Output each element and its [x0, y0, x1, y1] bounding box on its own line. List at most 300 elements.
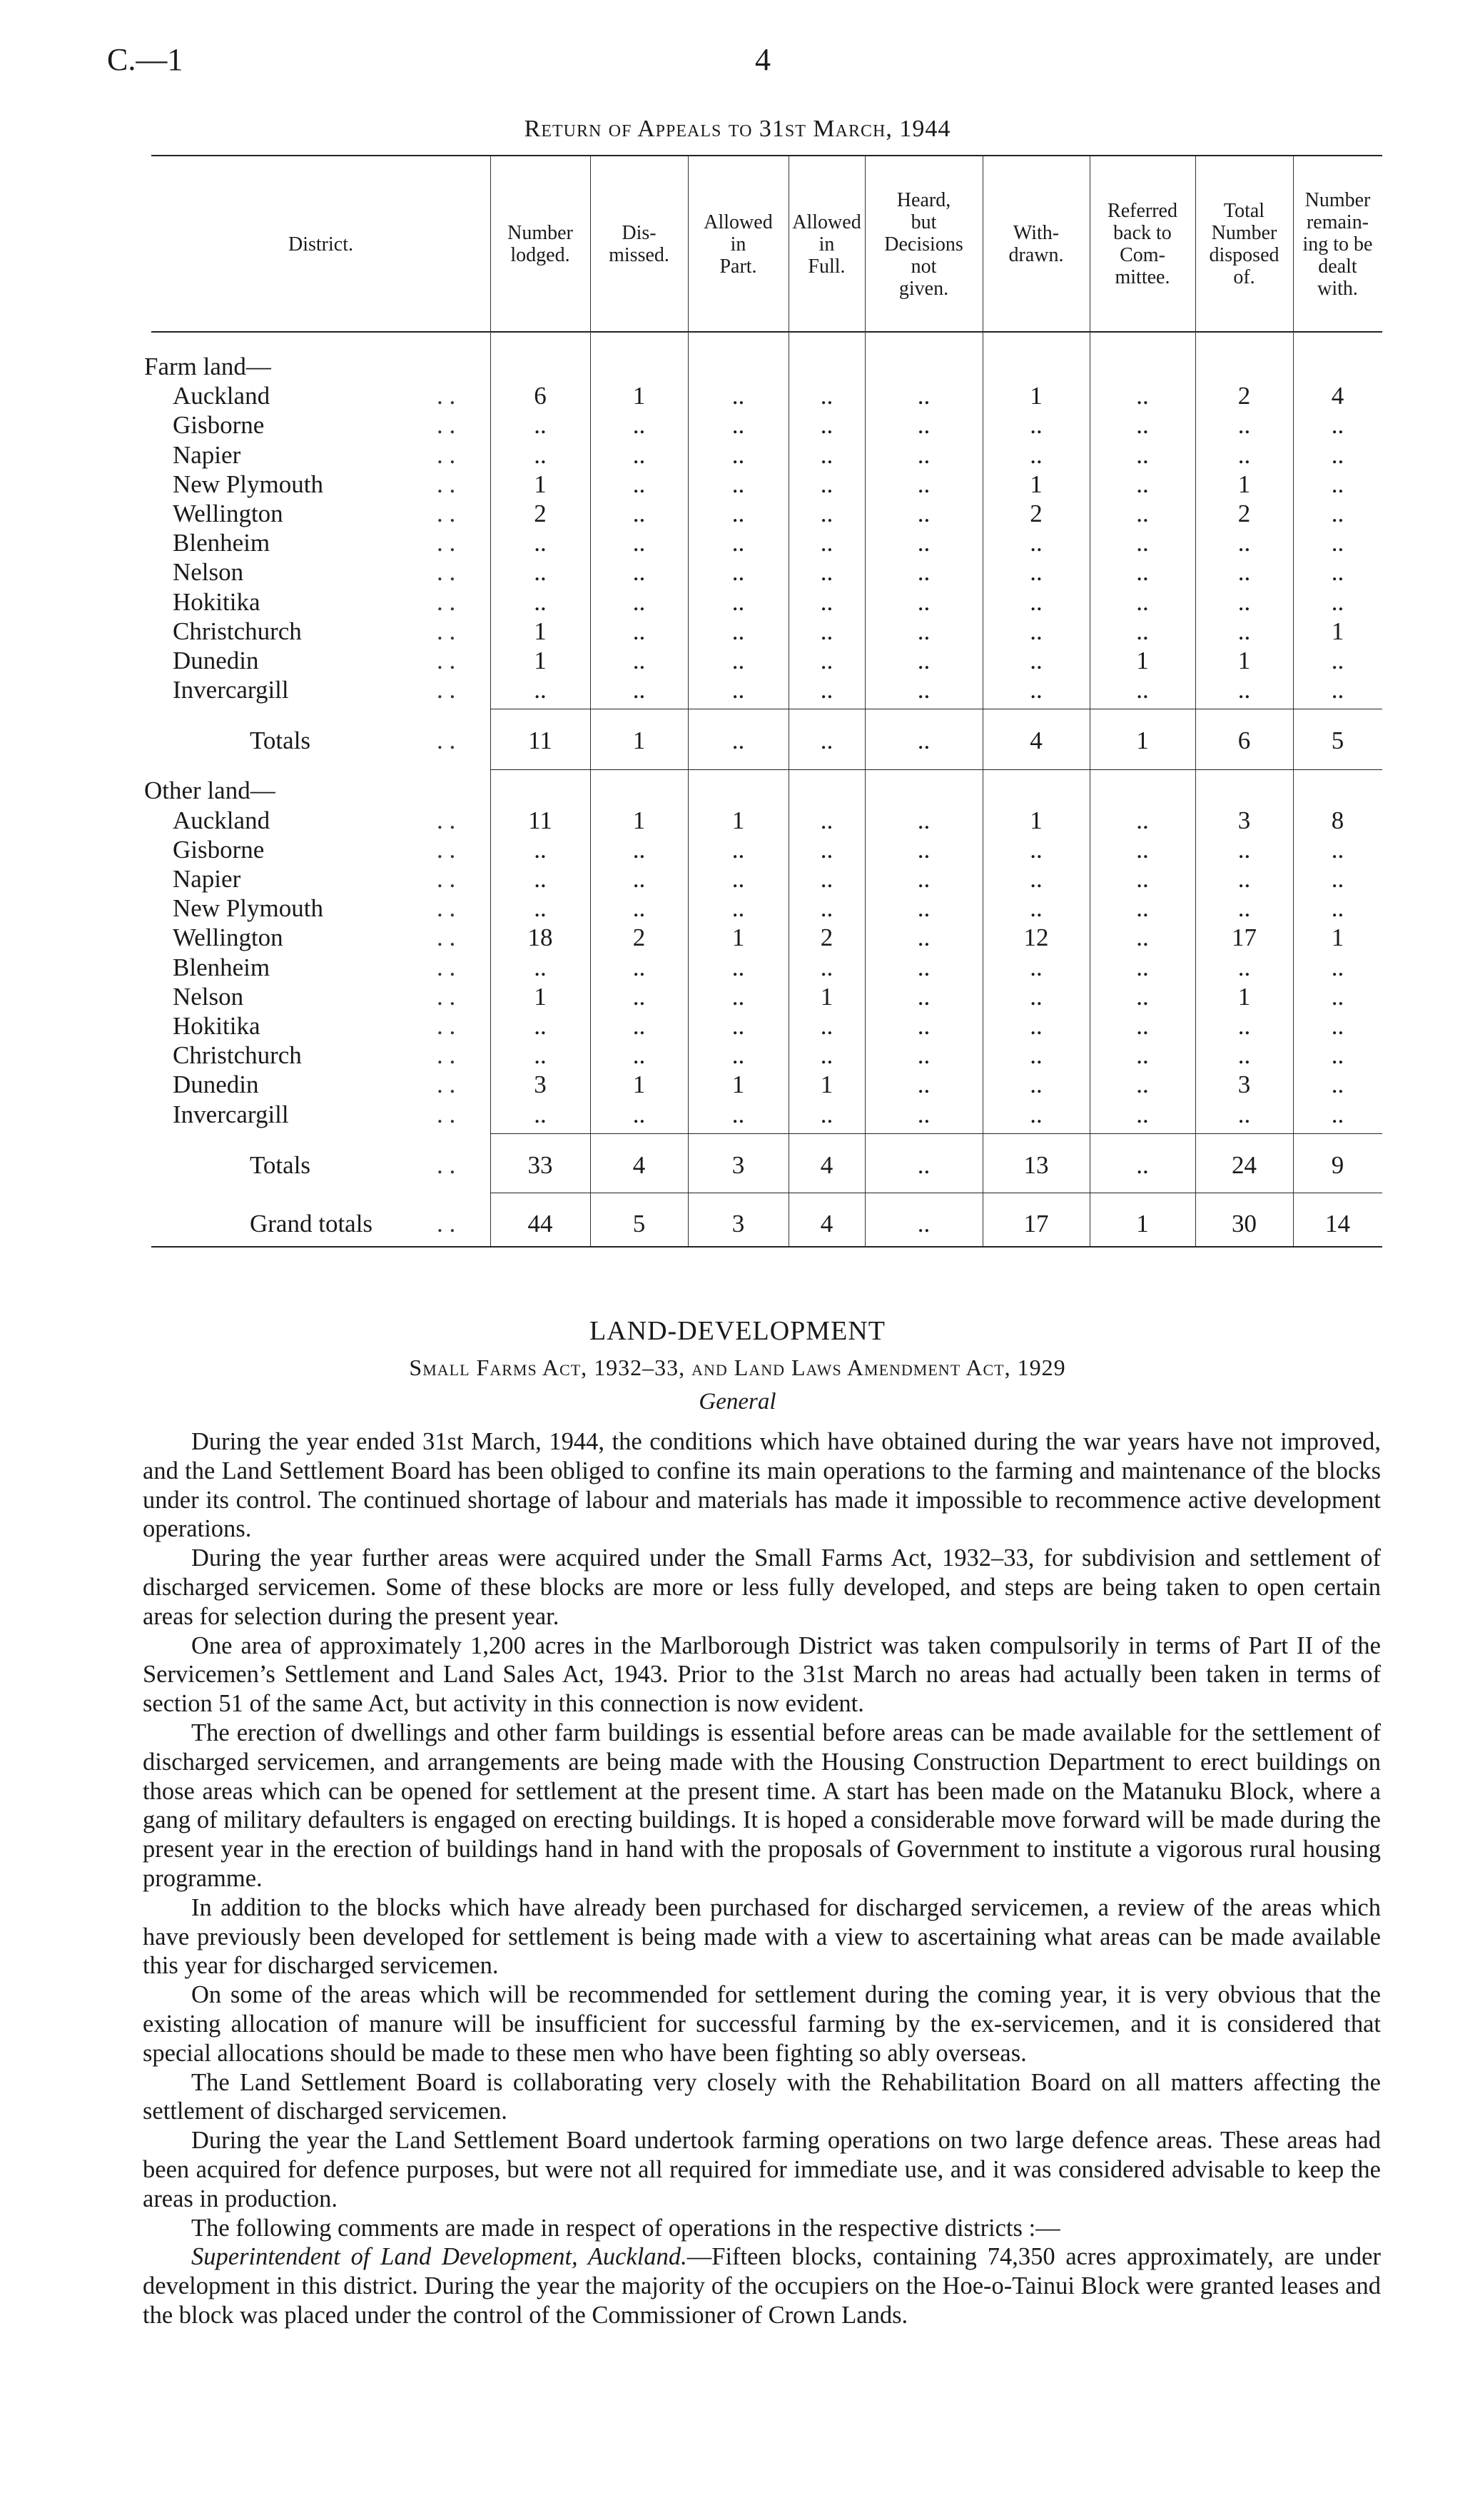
table-cell: .. — [534, 440, 547, 469]
leader-dots: . . — [437, 835, 456, 864]
column-header-line: Allowed — [704, 211, 773, 233]
table-row — [151, 647, 1382, 676]
table-cell: .. — [1136, 1071, 1149, 1099]
column-header-line: in — [818, 233, 835, 255]
table-cell: .. — [534, 529, 547, 557]
column-header-line: Allowed — [792, 211, 861, 233]
body-paragraph: On some of the areas which will be recommended for settlement during the coming year, it is very obvious that the existing allocation of manure will be insufficient for successful farming by the ex-servicemen, and it is considered that special allocations should be made to these men who have been fighting so ably overseas. — [143, 1981, 1381, 2067]
leader-dots: . . — [437, 1100, 456, 1128]
table-cell: 2 — [632, 924, 646, 952]
table-cell: .. — [917, 617, 931, 645]
table-title: Return of Appeals to 31st March, 1944 — [524, 116, 951, 142]
table-row — [151, 411, 1382, 440]
leader-dots: . . — [437, 1012, 456, 1040]
column-header — [151, 233, 490, 255]
leader-dots: . . — [437, 470, 456, 498]
table-cell: 2 — [1030, 500, 1043, 527]
table-cell: 11 — [528, 806, 552, 834]
group-heading: Farm land— — [144, 353, 271, 380]
table-row — [151, 1071, 1382, 1100]
table-cell: .. — [731, 617, 745, 645]
table-cell: .. — [534, 865, 547, 893]
body-paragraph: During the year the Land Settlement Board undertook farming operations on two large defence areas. These areas had been acquired for defence purposes, but were not all required for immediate use, and it was considered advisable to keep the areas in production. — [143, 2127, 1381, 2212]
table-cell: .. — [731, 676, 745, 704]
table-cell: .. — [731, 647, 745, 674]
table-cell: .. — [1237, 558, 1251, 587]
table-row — [151, 1210, 1382, 1239]
table-cell: .. — [820, 865, 833, 893]
row-label: Auckland — [173, 382, 270, 410]
table-cell: 1 — [820, 982, 833, 1011]
table-cell: .. — [820, 1012, 833, 1040]
table-cell: 30 — [1232, 1209, 1257, 1238]
table-cell: .. — [1136, 529, 1149, 557]
table-cell: .. — [820, 894, 833, 923]
table-cell: 1 — [1237, 647, 1251, 674]
table-row — [151, 806, 1382, 836]
table-cell: .. — [917, 411, 931, 440]
column-header-line: disposed — [1209, 244, 1279, 266]
column-header — [688, 211, 789, 278]
table-cell: .. — [731, 727, 745, 755]
table-cell: .. — [1331, 894, 1344, 923]
table-cell: .. — [534, 587, 547, 616]
table-cell: 11 — [528, 727, 552, 755]
body-paragraph: In addition to the blocks which have already been purchased for discharged servicemen, a review of the areas which have previously been developed for settlement is being made with a view to ascertaining what areas can be made available this year for discharged servicemen. — [143, 1893, 1381, 1980]
column-header-line: lodged. — [510, 244, 570, 266]
table-cell: .. — [1136, 1150, 1149, 1179]
table-cell: .. — [917, 806, 931, 834]
row-label: Napier — [173, 865, 241, 893]
row-label: Napier — [173, 440, 241, 469]
table-cell: .. — [917, 953, 931, 981]
table-cell: .. — [1237, 865, 1251, 893]
table-cell: 1 — [632, 1071, 646, 1099]
table-cell: .. — [1237, 1012, 1251, 1040]
table-cell: .. — [632, 894, 646, 923]
column-header-line: remain- — [1306, 211, 1369, 233]
table-cell: .. — [731, 865, 745, 893]
table-cell: .. — [731, 529, 745, 557]
table-row — [151, 676, 1382, 705]
paragraph-lead: Superintendent of Land Development, Auckland. — [191, 2243, 687, 2271]
column-header-line: Full. — [808, 255, 846, 278]
table-cell: .. — [820, 617, 833, 645]
table-cell: .. — [1030, 529, 1043, 557]
table-cell: .. — [1331, 676, 1344, 704]
table-cell: .. — [1030, 411, 1043, 440]
row-label: Gisborne — [173, 835, 265, 864]
column-header — [865, 189, 983, 300]
column-header-line: Referred — [1107, 200, 1177, 222]
table-row — [151, 983, 1382, 1012]
table-cell: 1 — [534, 617, 547, 645]
table-cell: 2 — [1237, 500, 1251, 527]
leader-dots: . . — [437, 1041, 456, 1070]
table-cell: 1 — [534, 470, 547, 498]
row-label: Christchurch — [173, 617, 302, 645]
column-header-line: but — [911, 211, 937, 233]
row-label: Blenheim — [173, 529, 270, 557]
table-row — [151, 617, 1382, 647]
column-header — [590, 222, 688, 266]
table-cell: .. — [917, 382, 931, 410]
leader-dots: . . — [437, 865, 456, 893]
table-cell: .. — [820, 587, 833, 616]
table-row — [151, 727, 1382, 756]
table-header-rule — [151, 331, 1382, 333]
table-cell: .. — [820, 529, 833, 557]
table-row — [151, 836, 1382, 865]
column-header-line: of. — [1233, 266, 1255, 288]
table-cell: .. — [917, 676, 931, 704]
table-cell: .. — [917, 1071, 931, 1099]
table-cell: 4 — [820, 1150, 833, 1179]
table-cell: .. — [917, 924, 931, 952]
table-cell: 9 — [1331, 1150, 1344, 1179]
table-row — [151, 500, 1382, 529]
table-cell: .. — [1331, 1041, 1344, 1070]
table-cell: 1 — [632, 727, 646, 755]
table-cell: 3 — [1237, 1071, 1251, 1099]
table-cell: .. — [1030, 1041, 1043, 1070]
table-cell: 1 — [534, 982, 547, 1011]
table-cell: .. — [917, 982, 931, 1011]
table-row — [151, 1100, 1382, 1130]
table-cell: .. — [632, 953, 646, 981]
table-cell: .. — [917, 727, 931, 755]
table-cell: .. — [1237, 1041, 1251, 1070]
table-cell: .. — [632, 1041, 646, 1070]
table-cell: .. — [1136, 1100, 1149, 1128]
table-cell: .. — [917, 1209, 931, 1238]
row-label: Hokitika — [173, 1012, 260, 1040]
row-label: Dunedin — [173, 647, 259, 674]
table-cell: .. — [820, 806, 833, 834]
table-cell: .. — [1030, 558, 1043, 587]
column-header-line: missed. — [609, 244, 669, 266]
table-cell: 1 — [731, 924, 745, 952]
table-cell: .. — [731, 1041, 745, 1070]
table-cell: .. — [731, 382, 745, 410]
table-cell: 1 — [1237, 982, 1251, 1011]
table-cell: 1 — [1237, 470, 1251, 498]
table-cell: .. — [1331, 500, 1344, 527]
table-cell: 2 — [820, 924, 833, 952]
table-cell: .. — [1136, 894, 1149, 923]
column-header — [1293, 189, 1382, 300]
leader-dots: . . — [437, 529, 456, 557]
column-header-line: mittee. — [1115, 266, 1170, 288]
leader-dots: . . — [437, 676, 456, 704]
table-cell: .. — [731, 411, 745, 440]
table-cell: 1 — [1030, 470, 1043, 498]
table-cell: .. — [1136, 617, 1149, 645]
table-row — [151, 865, 1382, 894]
table-cell: 1 — [1030, 806, 1043, 834]
page-number: 4 — [755, 42, 771, 77]
table-row — [151, 1041, 1382, 1071]
leader-dots: . . — [437, 440, 456, 469]
table-cell: .. — [1030, 953, 1043, 981]
section-body — [143, 1427, 1381, 2330]
leader-dots: . . — [437, 587, 456, 616]
table-cell: .. — [1030, 865, 1043, 893]
column-header-line: dealt — [1318, 255, 1357, 278]
column-header-line: Part. — [719, 255, 757, 278]
totals-rule — [490, 769, 1382, 770]
leader-dots: . . — [437, 500, 456, 527]
table-cell: .. — [632, 676, 646, 704]
table-cell: .. — [1237, 953, 1251, 981]
column-header — [983, 222, 1090, 266]
table-cell: 1 — [1331, 924, 1344, 952]
row-label: Dunedin — [173, 1071, 259, 1099]
table-cell: .. — [1331, 470, 1344, 498]
table-cell: .. — [1030, 1100, 1043, 1128]
table-cell: .. — [820, 727, 833, 755]
body-paragraph — [143, 2242, 1381, 2329]
table-row — [151, 441, 1382, 470]
section-subtitle: Small Farms Act, 1932–33, and Land Laws Amendment Act, 1929 — [409, 1355, 1066, 1380]
table-cell: .. — [632, 982, 646, 1011]
table-cell: .. — [1030, 440, 1043, 469]
row-label: Wellington — [173, 924, 283, 952]
leader-dots: . . — [437, 647, 456, 674]
table-cell: .. — [917, 587, 931, 616]
table-cell: .. — [820, 558, 833, 587]
table-cell: .. — [632, 865, 646, 893]
table-cell: .. — [1237, 587, 1251, 616]
table-cell: 8 — [1331, 806, 1344, 834]
leader-dots: . . — [437, 924, 456, 952]
table-cell: .. — [1331, 835, 1344, 864]
table-cell: .. — [632, 411, 646, 440]
row-label: Invercargill — [173, 676, 289, 704]
column-header-line: Number — [507, 222, 573, 244]
column-header-line: with. — [1317, 277, 1358, 300]
table-cell: .. — [917, 894, 931, 923]
table-cell: 1 — [632, 806, 646, 834]
table-cell: .. — [917, 647, 931, 674]
table-cell: 6 — [534, 382, 547, 410]
table-cell: 1 — [1136, 727, 1149, 755]
column-header-line: back to — [1113, 222, 1172, 244]
row-label: Hokitika — [173, 587, 260, 616]
leader-dots: . . — [437, 382, 456, 410]
column-header-line: Decisions — [884, 233, 963, 255]
table-cell: .. — [1030, 1012, 1043, 1040]
column-header-line: Heard, — [896, 188, 951, 211]
table-cell: .. — [1136, 587, 1149, 616]
table-cell: 17 — [1023, 1209, 1049, 1238]
table-cell: .. — [534, 1012, 547, 1040]
column-header-line: Dis- — [622, 222, 657, 244]
table-cell: .. — [917, 470, 931, 498]
table-cell: 33 — [527, 1150, 553, 1179]
body-paragraph: The erection of dwellings and other farm buildings is essential before areas can be made available for the settlement of discharged servicemen, and arrangements are being made with the Housing Construction Department to erect buildings on those areas which can be opened for settlement at the present time. A start has been made on the Matanuku Block, where a gang of military defaulters is engaged on erecting buildings. It is hoped a considerable move forward will be made during the present year in the erection of buildings hand in hand with the proposals of Government to institute a vigorous rural housing programme. — [143, 1719, 1381, 1892]
table-cell: 12 — [1023, 924, 1049, 952]
table-cell: .. — [731, 894, 745, 923]
column-header — [789, 211, 865, 278]
table-cell: .. — [1237, 835, 1251, 864]
table-cell: .. — [820, 835, 833, 864]
table-cell: .. — [534, 676, 547, 704]
column-header-line: Total — [1223, 200, 1265, 222]
table-cell: .. — [1331, 982, 1344, 1011]
table-cell: .. — [1030, 894, 1043, 923]
table-cell: .. — [1030, 835, 1043, 864]
table-cell: 1 — [1030, 382, 1043, 410]
table-row — [151, 1151, 1382, 1180]
table-cell: .. — [1331, 440, 1344, 469]
leader-dots: . . — [437, 727, 456, 755]
row-label: Christchurch — [173, 1041, 302, 1070]
table-cell: .. — [917, 558, 931, 587]
column-header — [1090, 200, 1195, 288]
table-cell: 3 — [731, 1209, 745, 1238]
table-cell: .. — [1331, 411, 1344, 440]
table-cell: .. — [820, 1041, 833, 1070]
table-cell: .. — [632, 440, 646, 469]
table-cell: 3 — [731, 1150, 745, 1179]
table-cell: 1 — [820, 1071, 833, 1099]
table-cell: .. — [1237, 894, 1251, 923]
table-cell: .. — [1136, 470, 1149, 498]
leader-dots: . . — [437, 894, 456, 923]
table-cell: .. — [917, 1041, 931, 1070]
table-cell: .. — [1136, 676, 1149, 704]
row-label: Gisborne — [173, 411, 265, 440]
table-row — [151, 894, 1382, 924]
table-row — [151, 529, 1382, 558]
table-cell: .. — [1237, 411, 1251, 440]
column-header-line: not — [911, 255, 937, 278]
column-header-line: ing to be — [1302, 233, 1373, 255]
table-cell: .. — [731, 835, 745, 864]
table-cell: .. — [1237, 676, 1251, 704]
table-cell: 1 — [731, 806, 745, 834]
column-header-line: District. — [288, 233, 353, 255]
table-cell: 1 — [534, 647, 547, 674]
table-cell: .. — [731, 982, 745, 1011]
table-cell: .. — [731, 953, 745, 981]
table-cell: 13 — [1023, 1150, 1049, 1179]
table-cell: .. — [820, 411, 833, 440]
table-cell: 24 — [1232, 1150, 1257, 1179]
table-cell: .. — [1237, 1100, 1251, 1128]
table-cell: .. — [534, 894, 547, 923]
table-cell: .. — [820, 500, 833, 527]
table-cell: .. — [1136, 558, 1149, 587]
table-cell: .. — [731, 1100, 745, 1128]
table-cell: .. — [1136, 953, 1149, 981]
table-cell: 4 — [1331, 382, 1344, 410]
table-cell: .. — [820, 953, 833, 981]
table-cell: 1 — [632, 382, 646, 410]
table-cell: .. — [1030, 982, 1043, 1011]
table-cell: 18 — [527, 924, 553, 952]
table-cell: .. — [1136, 1012, 1149, 1040]
table-cell: .. — [1030, 647, 1043, 674]
row-label: New Plymouth — [173, 894, 323, 923]
table-cell: .. — [1030, 676, 1043, 704]
table-cell: .. — [632, 1012, 646, 1040]
table-cell: .. — [820, 676, 833, 704]
table-cell: .. — [917, 440, 931, 469]
row-label: Nelson — [173, 982, 244, 1011]
table-cell: .. — [1237, 617, 1251, 645]
table-cell: 3 — [1237, 806, 1251, 834]
table-cell: .. — [1237, 529, 1251, 557]
table-cell: .. — [632, 470, 646, 498]
column-header-line: drawn. — [1008, 244, 1064, 266]
table-cell: .. — [1136, 806, 1149, 834]
table-cell: .. — [1030, 1071, 1043, 1099]
table-cell: 5 — [1331, 727, 1344, 755]
totals-rule — [490, 1133, 1382, 1134]
table-cell: .. — [1030, 617, 1043, 645]
table-cell: .. — [1136, 924, 1149, 952]
table-bottom-rule — [151, 1246, 1382, 1248]
leader-dots: . . — [437, 1209, 456, 1238]
leader-dots: . . — [437, 806, 456, 834]
table-cell: 44 — [527, 1209, 553, 1238]
column-header-line: Number — [1304, 188, 1371, 211]
leader-dots: . . — [437, 953, 456, 981]
table-cell: .. — [1136, 1041, 1149, 1070]
column-header-line: Com- — [1120, 244, 1165, 266]
table-cell: .. — [1331, 1100, 1344, 1128]
table-cell: 5 — [632, 1209, 646, 1238]
table-cell: .. — [632, 647, 646, 674]
table-cell: .. — [731, 1012, 745, 1040]
table-cell: .. — [534, 558, 547, 587]
group-heading: Other land— — [144, 776, 275, 805]
column-header — [1195, 200, 1293, 288]
table-cell: 1 — [1136, 647, 1149, 674]
leader-dots: . . — [437, 1071, 456, 1099]
table-cell: .. — [917, 835, 931, 864]
table-cell: .. — [820, 470, 833, 498]
table-cell: .. — [632, 617, 646, 645]
table-cell: .. — [917, 865, 931, 893]
table-cell: 2 — [1237, 382, 1251, 410]
table-cell: .. — [731, 440, 745, 469]
leader-dots: . . — [437, 617, 456, 645]
row-label: Invercargill — [173, 1100, 289, 1128]
table-row — [151, 588, 1382, 617]
table-cell: 1 — [1136, 1209, 1149, 1238]
leader-dots: . . — [437, 1150, 456, 1179]
table-cell: 6 — [1237, 727, 1251, 755]
table-cell: 4 — [632, 1150, 646, 1179]
table-cell: .. — [534, 835, 547, 864]
table-cell: .. — [1331, 647, 1344, 674]
table-row — [151, 1012, 1382, 1041]
table-cell: .. — [1030, 587, 1043, 616]
row-label: Wellington — [173, 500, 283, 527]
section-general-heading: General — [699, 1389, 776, 1415]
column-header-line: With- — [1013, 222, 1060, 244]
table-cell: .. — [534, 411, 547, 440]
table-cell: .. — [820, 647, 833, 674]
section-title: LAND-DEVELOPMENT — [589, 1316, 886, 1346]
body-paragraph: One area of approximately 1,200 acres in the Marlborough District was taken compulsorily in terms of Part II of the Servicemen’s Settlement and Land Sales Act, 1943. Prior to the 31st March no areas had actually been taken in terms of section 51 of the same Act, but activity in this connection is now evident. — [143, 1631, 1381, 1718]
table-cell: .. — [1136, 411, 1149, 440]
row-label: Auckland — [173, 806, 270, 834]
table-row — [151, 470, 1382, 500]
